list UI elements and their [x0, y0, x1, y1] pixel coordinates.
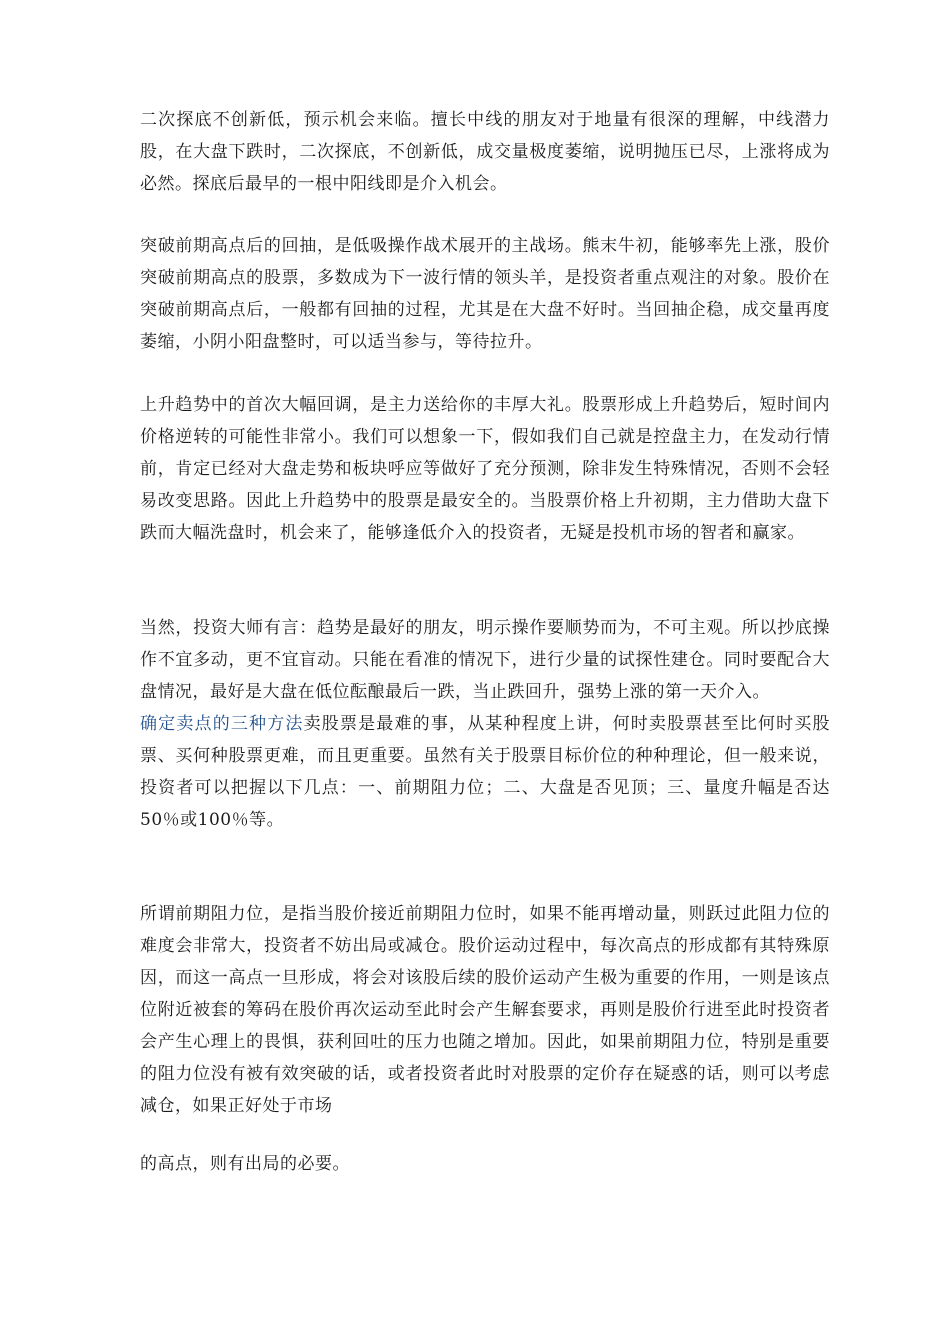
paragraph-resistance-level: 所谓前期阻力位，是指当股价接近前期阻力位时，如果不能再增动量，则跃过此阻力位的难度会非常大，投资者不妨出局或减仓。股价运动过程中，每次高点的形成都有其特殊原因，而这一高点一旦形成，将会对该股后续的股价运动产生极为重要的作用，一则是该点位附近被套的筹码在股价再次运动至此时会产生解套要求，再则是股价行进至此时投资者会产生心理上的畏惧，获利回吐的压力也随之增加。因此，如果前期阻力位，特别是重要的阻力位没有被有效突破的话，或者投资者此时对股票的定价存在疑惑的话，则可以考虑减仓，如果正好处于市场 [140, 904, 830, 1116]
paragraph-trend-following: 当然，投资大师有言：趋势是最好的朋友，明示操作要顺势而为，不可主观。所以抄底操作不宜多动，更不宜盲动。只能在看准的情况下，进行少量的试探性建仓。同时要配合大盘情况，最好是大盘在低位酝酿最后一跌，当止跌回升，强势上涨的第一天介入。 [140, 618, 830, 702]
sell-point-methods-text: 卖股票是最难的事，从某种程度上讲，何时卖股票甚至比何时买股票、买何种股票更难，而且更重要。虽然有关于股票目标价位的种种理论，但一般来说，投资者可以把握以下几点：一、前期阻力位；二、大盘是否见顶；三、量度升幅是否达50％或100％等。 [140, 714, 831, 830]
paragraph-uptrend-correction: 上升趋势中的首次大幅回调，是主力送给你的丰厚大礼。股票形成上升趋势后，短时间内价格逆转的可能性非常小。我们可以想象一下，假如我们自己就是控盘主力，在发动行情前，肯定已经对大盘走势和板块呼应等做好了充分预测，除非发生特殊情况，否则不会轻易改变思路。因此上升趋势中的股票是最安全的。当股票价格上升初期，主力借助大盘下跌而大幅洗盘时，机会来了，能够逢低介入的投资者，无疑是投机市场的智者和赢家。 [140, 395, 830, 543]
paragraph-trend-and-sell-points [140, 612, 830, 836]
paragraph-resistance-level-end: 的高点，则有出局的必要。 [140, 1154, 350, 1174]
paragraph-breakout-pullback: 突破前期高点后的回抽，是低吸操作战术展开的主战场。熊末牛初，能够率先上涨，股价突破前期高点的股票，多数成为下一波行情的领头羊，是投资者重点观注的对象。股价在突破前期高点后，一般都有回抽的过程，尤其是在大盘不好时。当回抽企稳，成交量再度萎缩，小阴小阳盘整时，可以适当参与，等待拉升。 [140, 236, 830, 352]
sell-point-methods-link[interactable]: 确定卖点的三种方法 [140, 714, 304, 734]
paragraph-second-bottom: 二次探底不创新低，预示机会来临。擅长中线的朋友对于地量有很深的理解，中线潜力股，在大盘下跌时，二次探底，不创新低，成交量极度萎缩，说明抛压已尽，上涨将成为必然。探底后最早的一根中阳线即是介入机会。 [140, 110, 830, 194]
